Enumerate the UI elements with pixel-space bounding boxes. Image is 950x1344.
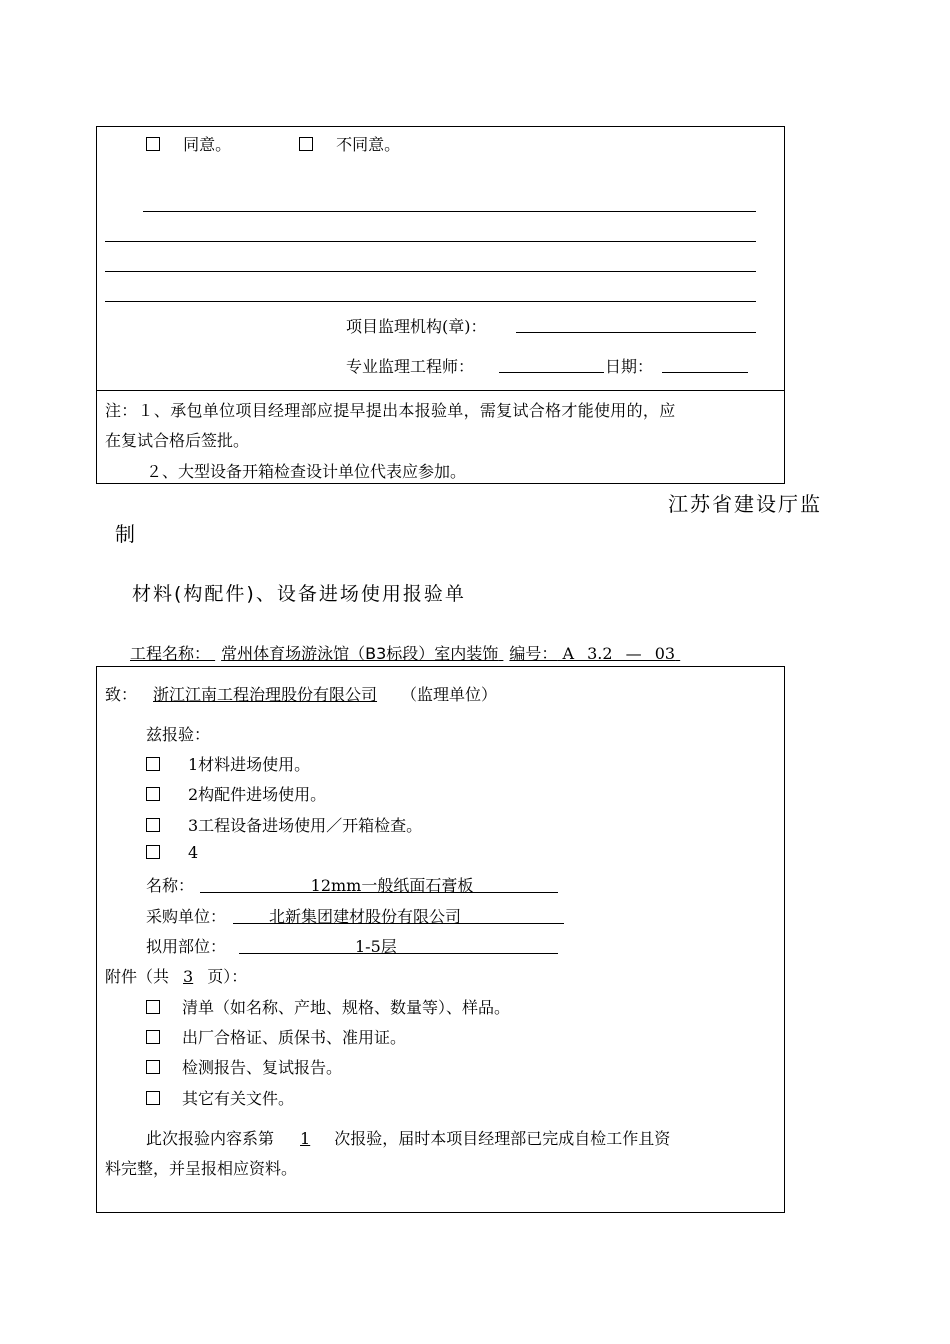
form-title: 材料(构配件)、设备进场使用报验单 (132, 583, 466, 605)
location-value: 1-5层 (355, 937, 397, 956)
disagree-label: 不同意。 (336, 135, 401, 154)
disagree-option[interactable] (299, 132, 400, 155)
code-label: 编号： (509, 644, 558, 663)
note-line-1: 注：１、承包单位项目经理部应提早提出本报验单，需复试合格才能使用的，应 (105, 401, 676, 420)
name-field[interactable] (200, 873, 558, 893)
statement-line-1 (146, 1126, 670, 1149)
supervisor-text-1: 江苏省建设厅监 (668, 492, 822, 516)
to-value: 浙江江南工程治理股份有限公司 (153, 685, 378, 704)
comment-line[interactable] (105, 241, 756, 242)
statement-suffix: 次报验，届时本项目经理部已完成自检工作且资 (334, 1129, 671, 1148)
checkbox[interactable] (146, 757, 160, 771)
to-row (105, 682, 497, 705)
attach-count: 3 (183, 967, 194, 986)
approval-box (96, 126, 785, 391)
location-field[interactable] (239, 934, 558, 954)
statement-number: 1 (300, 1129, 311, 1148)
attach-prefix: 附件（共 (105, 967, 170, 986)
option-item[interactable] (146, 782, 326, 805)
attachment-item[interactable] (146, 1025, 406, 1048)
checkbox[interactable] (146, 137, 160, 151)
comment-line[interactable] (105, 271, 756, 272)
note-line-3: ２、大型设备开箱检查设计单位代表应参加。 (146, 462, 467, 481)
intro-text: 兹报验： (146, 725, 211, 744)
note-line-2: 在复试合格后签批。 (105, 431, 250, 450)
checkbox[interactable] (146, 1000, 160, 1014)
attachment-label: 其它有关文件。 (182, 1089, 295, 1108)
checkbox[interactable] (299, 137, 313, 151)
engineer-label: 专业监理工程师： (346, 357, 475, 376)
option-label: 1材料进场使用。 (188, 755, 311, 774)
name-label: 名称： (146, 876, 195, 895)
purchaser-label: 采购单位： (146, 907, 227, 926)
org-seal-row (346, 314, 487, 337)
option-item[interactable] (146, 752, 310, 775)
option-item[interactable] (146, 843, 198, 862)
option-label: 3工程设备进场使用／开箱检查。 (188, 816, 423, 835)
attach-suffix: 页）： (207, 967, 248, 986)
attachment-item[interactable] (146, 995, 510, 1018)
org-seal-label: 项目监理机构(章)： (346, 317, 487, 336)
checkbox[interactable] (146, 787, 160, 801)
purchaser-value: 北新集团建材股份有限公司 (269, 907, 462, 926)
engineer-field[interactable] (499, 372, 604, 373)
project-label: 工程名称： (130, 644, 211, 663)
checkbox[interactable] (146, 1060, 160, 1074)
name-value: 12mm一般纸面石膏板 (310, 876, 474, 895)
to-value-field[interactable] (137, 685, 395, 704)
location-label: 拟用部位： (146, 937, 227, 956)
option-label: 2构配件进场使用。 (188, 785, 327, 804)
checkbox[interactable] (146, 1091, 160, 1105)
attachment-item[interactable] (146, 1086, 294, 1109)
date-label: 日期： (605, 357, 654, 376)
checkbox[interactable] (146, 845, 160, 859)
agree-label: 同意。 (183, 135, 232, 154)
statement-number-field[interactable] (274, 1129, 334, 1148)
attachment-label: 出厂合格证、质保书、准用证。 (182, 1028, 407, 1047)
statement-line-2: 料完整，并呈报相应资料。 (105, 1159, 298, 1178)
attachment-label: 清单（如名称、产地、规格、数量等）、样品。 (182, 998, 511, 1017)
checkbox[interactable] (146, 818, 160, 832)
attachment-label: 检测报告、复试报告。 (182, 1058, 343, 1077)
supervisor-text-2: 制 (115, 522, 135, 546)
option-item[interactable] (146, 813, 422, 836)
date-field[interactable] (662, 372, 748, 373)
option-label: 4 (188, 843, 199, 862)
comment-line[interactable] (105, 301, 756, 302)
to-label: 致： (105, 685, 138, 704)
project-header (130, 641, 694, 664)
checkbox[interactable] (146, 1030, 160, 1044)
org-seal-field[interactable] (516, 332, 756, 333)
project-name: 常州体育场游泳馆（B3标段）室内装饰 (221, 644, 499, 663)
agree-option[interactable] (146, 132, 231, 155)
to-suffix: （监理单位） (401, 685, 498, 704)
comment-line[interactable] (143, 211, 756, 212)
statement-prefix: 此次报验内容系第 (146, 1129, 275, 1148)
attach-count-field[interactable] (169, 967, 207, 986)
attachment-item[interactable] (146, 1055, 342, 1078)
code-value: A 3.2 — 03 (562, 644, 676, 663)
purchaser-field[interactable] (233, 904, 564, 924)
attachment-header (105, 964, 247, 987)
engineer-row (346, 354, 474, 377)
